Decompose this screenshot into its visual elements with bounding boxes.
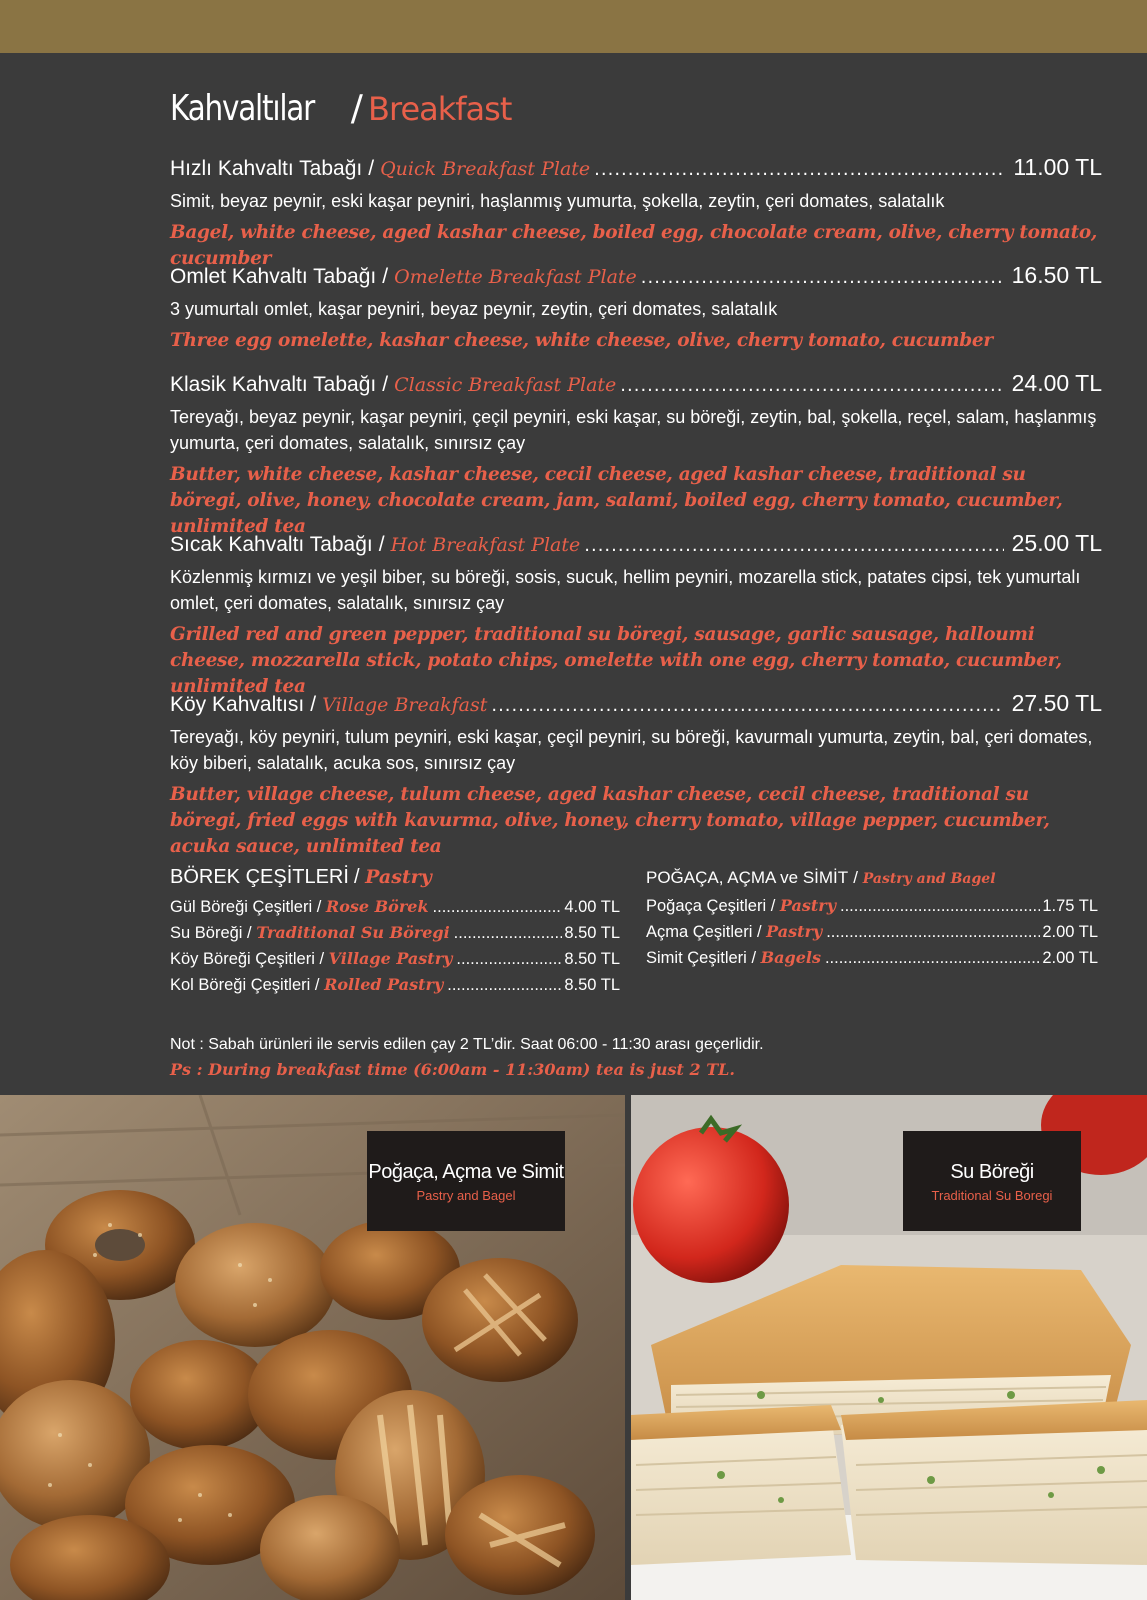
bread-photo [0, 1095, 625, 1600]
borek-item-tr: Köy Böreği Çeşitleri [170, 950, 315, 968]
pogaca-item-price: 2.00 TL [1042, 923, 1098, 941]
pogaca-title-tr: POĞAÇA, AÇMA ve SİMİT [646, 868, 849, 887]
dot-leader [584, 535, 1003, 556]
item-desc-tr: Tereyağı, beyaz peynir, kaşar peyniri, çeçil peyniri, eski kaşar, su böreği, zeytin, bal, şokella, reçel, salam, haşlanmış yumurta, çeri domates, salatalık, sınırsız çay [170, 407, 1097, 453]
bread-caption [367, 1131, 565, 1231]
dot-leader [825, 949, 1040, 968]
list-item: Poğaça Çeşitleri / Pastry ..... 1.75 TL [646, 896, 1098, 922]
list-item: Açma Çeşitleri / Pastry ..... 2.00 TL [646, 922, 1098, 948]
item-name-tr: Sıcak Kahvaltı Tabağı [170, 533, 373, 556]
item-name-tr: Köy Kahvaltısı [170, 693, 305, 716]
dot-leader [454, 924, 563, 943]
note-en: Ps : During breakfast time (6:00am - 11:30am) tea is just 2 TL. [170, 1060, 735, 1079]
borek-title-tr: BÖREK ÇEŞİTLERİ [170, 866, 349, 888]
borek-item-price: 8.50 TL [564, 924, 620, 942]
item-name-tr: Klasik Kahvaltı Tabağı [170, 373, 377, 396]
item-name-en: Classic Breakfast Plate [394, 374, 617, 396]
borek-title-slash: / [354, 866, 366, 888]
item-name-en: Quick Breakfast Plate [380, 158, 591, 180]
pogaca-title-en: Pastry and Bagel [862, 871, 996, 887]
borek-caption-subtitle: Traditional Su Boregi [931, 1188, 1053, 1203]
menu-item-quick-breakfast [170, 154, 1102, 272]
dot-leader [447, 976, 562, 995]
item-desc-tr: Simit, beyaz peynir, eski kaşar peyniri, haşlanmış yumurta, şokella, zeytin, çeri domates, salatalık [170, 191, 945, 211]
pogaca-item-price: 1.75 TL [1042, 897, 1098, 915]
pogaca-item-en: Pastry [779, 896, 836, 915]
item-desc-en: Grilled red and green pepper, traditional su böregi, sausage, garlic sausage, halloumi cheese, mozzarella stick, potato chips, omelette with one egg, cherry tomato, cucumber, unlimited tea [170, 624, 1062, 697]
borek-photo [631, 1095, 1147, 1600]
dot-leader [594, 159, 1005, 180]
dot-leader [840, 897, 1040, 916]
tea-note [170, 1036, 764, 1079]
note-tr: Not : Sabah ürünleri ile servis edilen çay 2 TL’dir. Saat 06:00 - 11:30 arası geçerlidir. [170, 1036, 764, 1053]
item-name-en: Omelette Breakfast Plate [394, 266, 637, 288]
borek-item-en: Rose Börek [325, 897, 429, 916]
list-item: Kol Böreği Çeşitleri / Rolled Pastry ..... 8.50 TL [170, 975, 620, 1001]
item-slash: / [310, 693, 317, 716]
page-title [170, 88, 511, 129]
borek-item-en: Rolled Pastry [324, 975, 444, 994]
pogaca-item-price: 2.00 TL [1042, 949, 1098, 967]
pogaca-item-en: Pastry [766, 922, 823, 941]
item-price: 11.00 TL [1013, 154, 1102, 180]
borek-title-en: Pastry [365, 866, 432, 888]
item-slash: / [382, 373, 389, 396]
item-price: 24.00 TL [1011, 370, 1102, 396]
pogaca-title-slash: / [853, 868, 863, 887]
borek-item-en: Village Pastry [328, 949, 453, 968]
top-gold-bar [0, 0, 1147, 53]
item-name-tr: Omlet Kahvaltı Tabağı [170, 265, 377, 288]
borek-item-price: 4.00 TL [564, 898, 620, 916]
borek-item-tr: Su Böreği [170, 924, 243, 942]
list-item: Su Böreği / Traditional Su Böregi ..... 8.50 TL [170, 923, 620, 949]
pogaca-item-tr: Poğaça Çeşitleri [646, 897, 767, 915]
dot-leader [826, 923, 1040, 942]
title-tr: Kahvaltılar [170, 88, 315, 129]
item-desc-tr: Közlenmiş kırmızı ve yeşil biber, su böreği, sosis, sucuk, hellim peyniri, mozarella stick, patates cipsi, tek yumurtalı omlet, çeri domates, salatalık, sınırsız çay [170, 567, 1081, 613]
item-desc-tr: Tereyağı, köy peyniri, tulum peyniri, eski kaşar, çeçil peyniri, su böreği, kavurmalı yumurta, zeytin, bal, çeri domates, köy biberi, salatalık, acuka sos, sınırsız çay [170, 727, 1093, 773]
item-name-tr: Hızlı Kahvaltı Tabağı [170, 157, 363, 180]
item-desc-en: Three egg omelette, kashar cheese, white cheese, olive, cherry tomato, cucumber [170, 330, 993, 351]
dot-leader [491, 695, 1003, 716]
borek-caption [903, 1131, 1081, 1231]
item-slash: / [368, 157, 375, 180]
menu-item-hot-breakfast [170, 530, 1102, 700]
item-desc-en: Butter, white cheese, kashar cheese, cecil cheese, aged kashar cheese, traditional su böregi, olive, honey, chocolate cream, jam, salami, boiled egg, cherry tomato, cucumber, unlimited tea [170, 464, 1063, 537]
dot-leader [456, 950, 562, 969]
borek-section [170, 866, 620, 1001]
item-price: 27.50 TL [1011, 690, 1102, 716]
item-desc-en: Bagel, white cheese, aged kashar cheese, boiled egg, chocolate cream, olive, cherry tomato, cucumber [170, 222, 1098, 269]
item-name-en: Hot Breakfast Plate [390, 534, 581, 556]
menu-item-classic-breakfast [170, 370, 1102, 540]
dot-leader [620, 375, 1003, 396]
menu-item-omelette-breakfast [170, 262, 1102, 354]
dot-leader [641, 267, 1004, 288]
item-desc-en: Butter, village cheese, tulum cheese, aged kashar cheese, cecil cheese, traditional su böregi, fried eggs with kavurma, olive, honey, cherry tomato, village pepper, cucumber, acuka sauce, unlimited tea [170, 784, 1050, 857]
list-item: Simit Çeşitleri / Bagels ..... 2.00 TL [646, 948, 1098, 974]
item-slash: / [378, 533, 385, 556]
bread-caption-subtitle: Pastry and Bagel [416, 1188, 516, 1203]
borek-item-price: 8.50 TL [564, 976, 620, 994]
item-slash: / [382, 265, 389, 288]
pogaca-item-tr: Simit Çeşitleri [646, 949, 747, 967]
borek-item-tr: Kol Böreği Çeşitleri [170, 976, 311, 994]
item-name-en: Village Breakfast [322, 694, 488, 716]
item-price: 16.50 TL [1011, 262, 1102, 288]
borek-item-price: 8.50 TL [564, 950, 620, 968]
list-item: Gül Böreği Çeşitleri / Rose Börek ..... 4.00 TL [170, 897, 620, 923]
pogaca-item-tr: Açma Çeşitleri [646, 923, 753, 941]
item-desc-tr: 3 yumurtalı omlet, kaşar peyniri, beyaz peynir, zeytin, çeri domates, salatalık [170, 299, 778, 319]
item-price: 25.00 TL [1011, 530, 1102, 556]
bread-caption-title: Poğaça, Açma ve Simit [368, 1161, 564, 1183]
borek-item-tr: Gül Böreği Çeşitleri [170, 898, 313, 916]
title-separator: / [350, 88, 363, 129]
pogaca-item-en: Bagels [760, 948, 821, 967]
list-item: Köy Böreği Çeşitleri / Village Pastry ..... 8.50 TL [170, 949, 620, 975]
menu-item-village-breakfast [170, 690, 1102, 860]
borek-caption-title: Su Böreği [950, 1161, 1034, 1183]
pogaca-section [646, 868, 1098, 974]
borek-item-en: Traditional Su Böregi [256, 923, 450, 942]
dot-leader [433, 898, 563, 917]
title-en: Breakfast [368, 90, 512, 128]
